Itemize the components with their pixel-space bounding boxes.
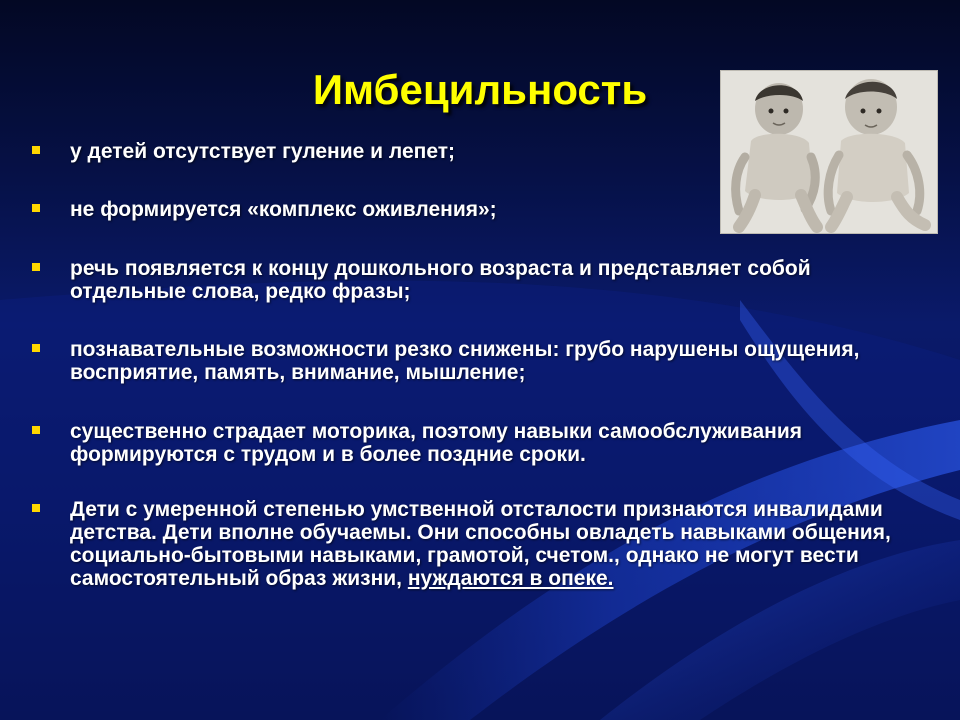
bullet-item bbox=[32, 498, 932, 590]
bullet-item bbox=[32, 140, 932, 163]
bullet-item bbox=[32, 338, 932, 384]
bullet-text: у детей отсутствует гуление и лепет; bbox=[70, 140, 456, 163]
square-bullet-icon bbox=[32, 204, 40, 212]
bullet-item bbox=[32, 257, 932, 303]
bullet-text bbox=[70, 498, 932, 590]
bullet-text-main: Дети с умеренной степенью умственной отсталости признаются инвалидами детства. Дети вполне обучаемы. Они способны овладеть навыками общения, социально-бытовыми навыками, грамотой, счетом., однако не могут вести самостоятельный образ жизни, bbox=[70, 498, 891, 590]
bullet-text: существенно страдает моторика, поэтому навыки самообслуживания формируются с трудом и в более поздние сроки. bbox=[70, 420, 802, 466]
square-bullet-icon bbox=[32, 504, 40, 512]
bullet-text-underlined: нуждаются в опеке. bbox=[407, 567, 614, 590]
bullet-text: речь появляется к концу дошкольного возраста и представляет собой отдельные слова, редко фразы; bbox=[70, 257, 811, 303]
square-bullet-icon bbox=[32, 344, 40, 352]
square-bullet-icon bbox=[32, 426, 40, 434]
slide-title: Имбецильность bbox=[312, 66, 648, 113]
bullet-item bbox=[32, 198, 932, 221]
square-bullet-icon bbox=[32, 146, 40, 154]
square-bullet-icon bbox=[32, 263, 40, 271]
bullet-item bbox=[32, 420, 932, 466]
bullet-text: познавательные возможности резко снижены: грубо нарушены ощущения, восприятие, память, внимание, мышление; bbox=[70, 338, 860, 384]
bullet-text: не формируется «комплекс оживления»; bbox=[70, 198, 497, 221]
